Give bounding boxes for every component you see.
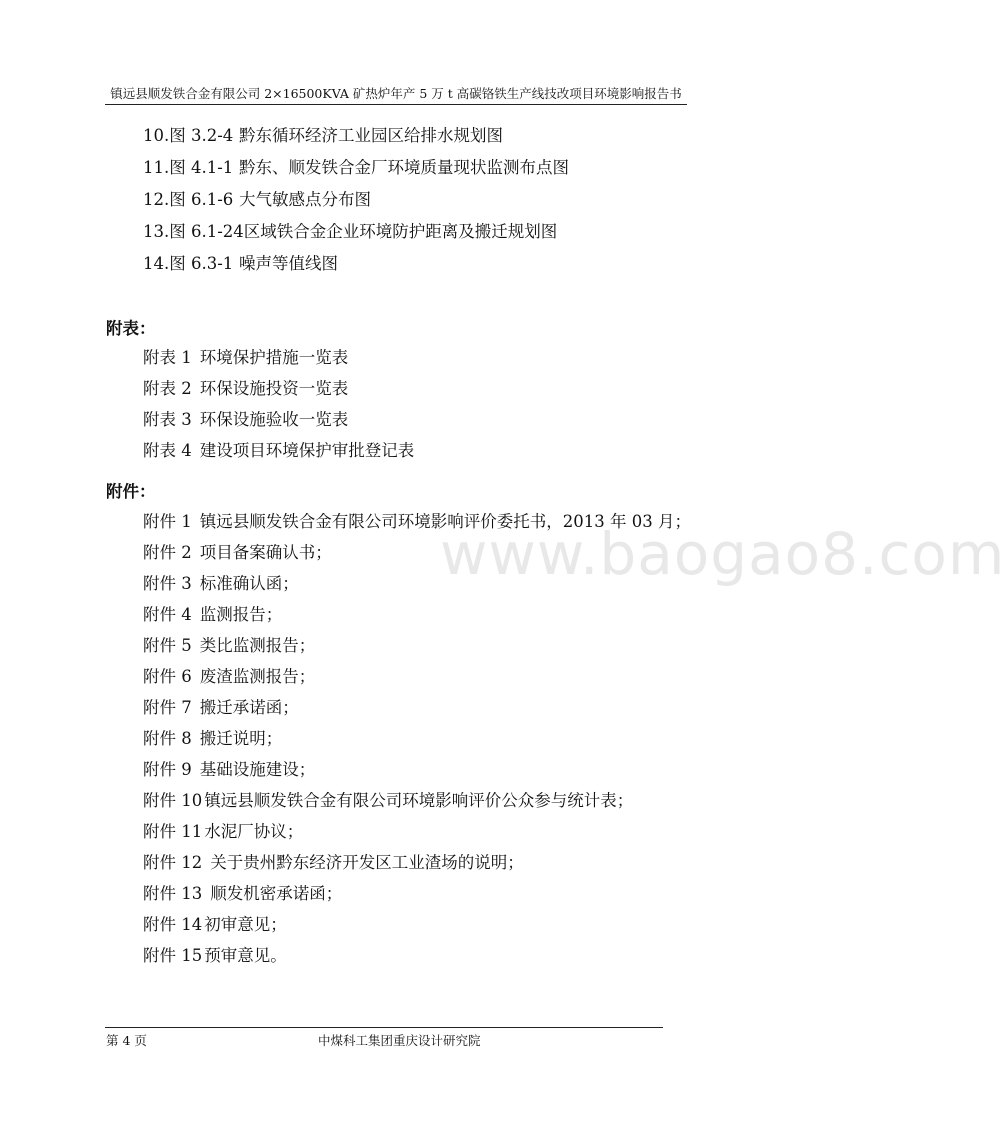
tables-heading: 附表： (106, 319, 156, 338)
table-label: 附表 4 (143, 441, 192, 460)
attachment-item (143, 785, 691, 816)
table-text: 环保设施验收一览表 (199, 410, 349, 429)
footer-rule (105, 1027, 663, 1028)
attachment-label: 附件 5 (143, 636, 192, 655)
attachment-item (143, 599, 691, 630)
table-item (143, 373, 414, 404)
attachment-text: 预审意见。 (204, 946, 287, 965)
attachment-item (143, 847, 691, 878)
figure-item (143, 216, 569, 248)
attachment-text: 基础设施建设； (199, 760, 316, 779)
attachment-item (143, 723, 691, 754)
figure-title: 区域铁合金企业环境防护距离及搬迁规划图 (243, 222, 558, 241)
table-text: 环保设施投资一览表 (199, 379, 349, 398)
figure-number: 13.图 6.1-24 (143, 222, 244, 241)
figure-item (143, 152, 569, 184)
attachment-text: 关于贵州黔东经济开发区工业渣场的说明； (210, 853, 524, 872)
attachment-text: 项目备案确认书； (199, 543, 332, 562)
running-header: 镇远县顺发铁合金有限公司 2×16500KVA 矿热炉年产 5 万 t 高碳铬铁生产线技改项目环境影响报告书 (110, 86, 682, 101)
attachment-text: 监测报告； (199, 605, 283, 624)
attachment-text: 类比监测报告； (199, 636, 316, 655)
figure-title: 黔东循环经济工业园区给排水规划图 (239, 126, 503, 145)
attachment-item (143, 816, 691, 847)
attachment-label: 附件 11 (143, 822, 203, 841)
table-item (143, 404, 414, 435)
attachment-item (143, 630, 691, 661)
header-rule (105, 104, 687, 105)
attachment-text: 水泥厂协议； (204, 822, 304, 841)
attachment-label: 附件 3 (143, 574, 192, 593)
table-text: 环境保护措施一览表 (199, 348, 349, 367)
attachment-text: 搬迁承诺函； (199, 698, 299, 717)
figure-number: 14.图 6.3-1 (143, 254, 234, 273)
attachment-item (143, 878, 691, 909)
attachment-label: 附件 2 (143, 543, 192, 562)
figure-title: 大气敏感点分布图 (239, 190, 371, 209)
table-text: 建设项目环境保护审批登记表 (199, 441, 415, 460)
attachments-heading: 附件： (106, 482, 156, 501)
table-label: 附表 1 (143, 348, 192, 367)
attachment-item (143, 940, 691, 971)
tables-list (143, 342, 414, 466)
figure-item (143, 120, 569, 152)
table-item (143, 435, 414, 466)
attachment-label: 附件 8 (143, 729, 192, 748)
figure-item (143, 248, 569, 280)
figure-item (143, 184, 569, 216)
attachment-text: 搬迁说明； (199, 729, 283, 748)
table-label: 附表 3 (143, 410, 192, 429)
attachment-item (143, 661, 691, 692)
attachment-label: 附件 15 (143, 946, 203, 965)
attachment-text: 顺发机密承诺函； (210, 884, 343, 903)
attachment-item (143, 692, 691, 723)
figure-title: 黔东、顺发铁合金厂环境质量现状监测布点图 (239, 158, 569, 177)
attachment-item (143, 754, 691, 785)
attachment-label: 附件 7 (143, 698, 192, 717)
attachment-text: 标准确认函； (199, 574, 299, 593)
attachment-label: 附件 6 (143, 667, 192, 686)
attachment-label: 附件 12 (143, 853, 203, 872)
watermark: www.baogao8.com (440, 520, 1005, 588)
attachment-label: 附件 1 (143, 512, 192, 531)
attachment-text: 初审意见； (204, 915, 287, 934)
table-label: 附表 2 (143, 379, 192, 398)
attachment-label: 附件 10 (143, 791, 203, 810)
figure-number: 12.图 6.1-6 (143, 190, 234, 209)
attachment-label: 附件 4 (143, 605, 192, 624)
attachment-text: 镇远县顺发铁合金有限公司环境影响评价委托书，2013 年 03 月； (199, 512, 691, 531)
page-number: 第 4 页 (106, 1033, 147, 1048)
attachment-label: 附件 13 (143, 884, 203, 903)
figure-number: 10.图 3.2-4 (143, 126, 234, 145)
attachment-text: 废渣监测报告； (199, 667, 316, 686)
attachment-item (143, 909, 691, 940)
table-item (143, 342, 414, 373)
figure-list (143, 120, 569, 280)
figure-title: 噪声等值线图 (239, 254, 338, 273)
attachment-label: 附件 14 (143, 915, 203, 934)
footer-organization: 中煤科工集团重庆设计研究院 (318, 1033, 481, 1048)
attachment-label: 附件 9 (143, 760, 192, 779)
figure-number: 11.图 4.1-1 (143, 158, 234, 177)
attachment-text: 镇远县顺发铁合金有限公司环境影响评价公众参与统计表； (204, 791, 634, 810)
